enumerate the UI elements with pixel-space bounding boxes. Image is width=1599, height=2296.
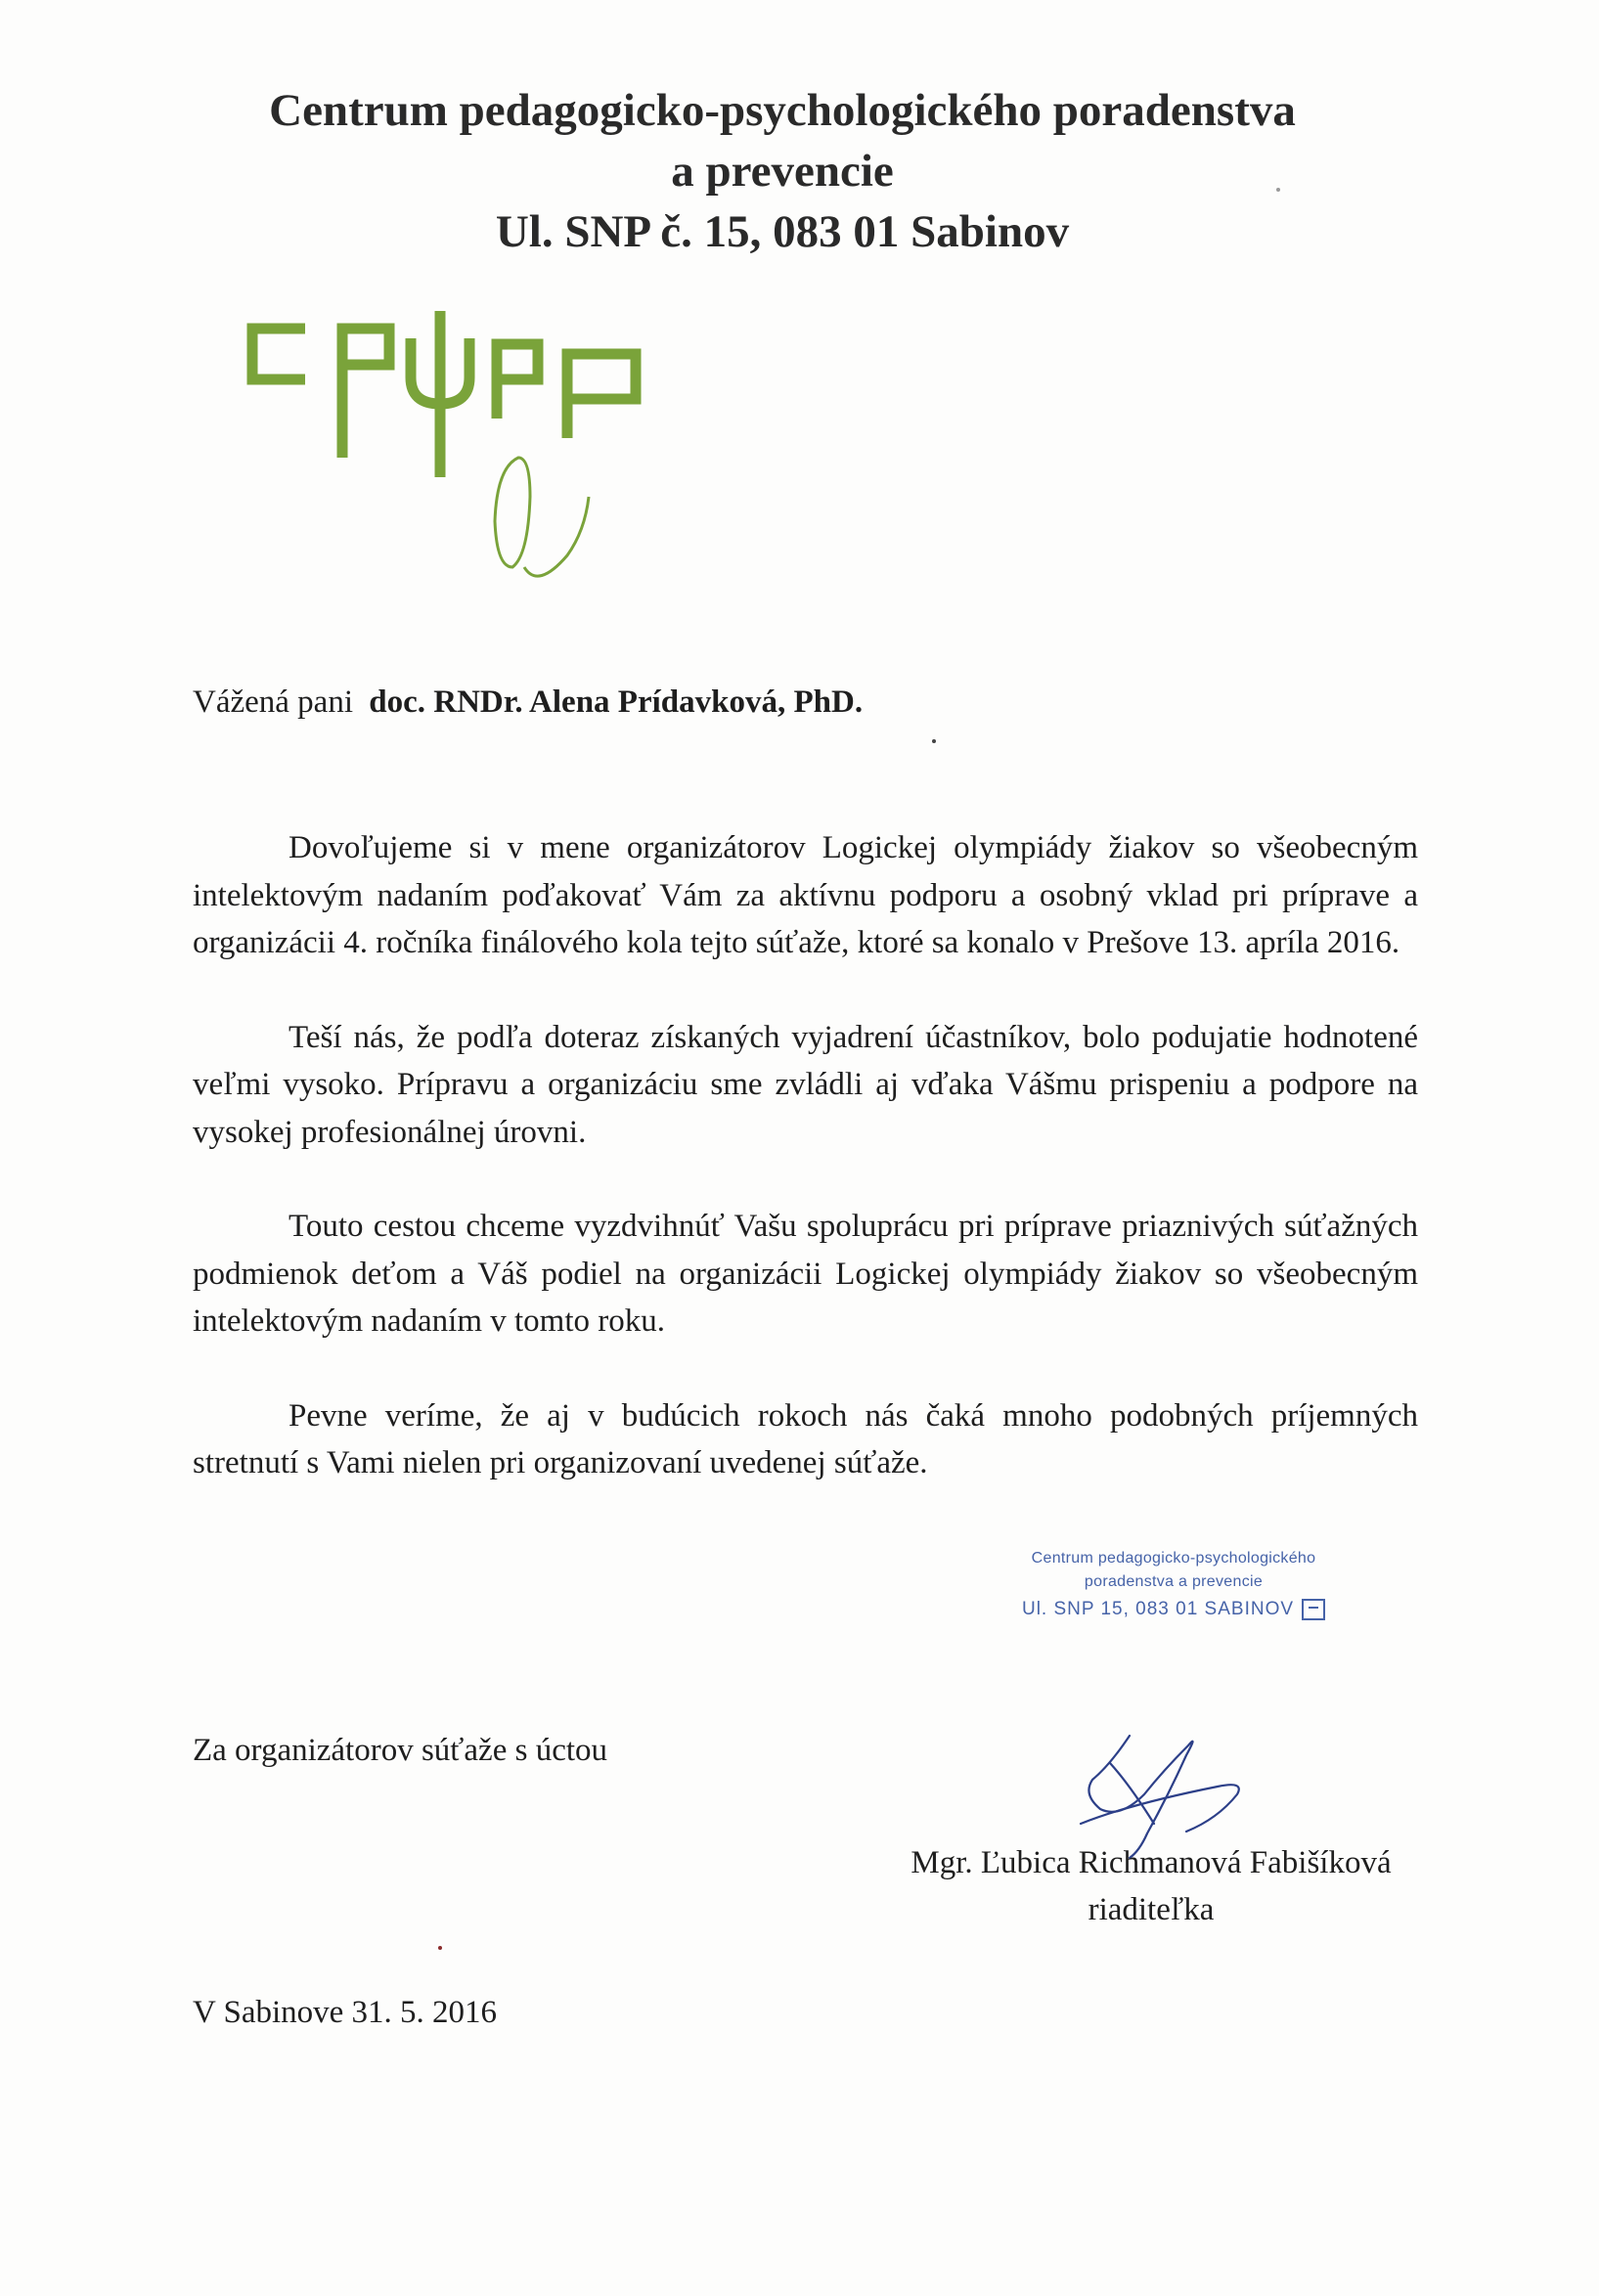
- stamp-line-3: [1017, 1598, 1330, 1621]
- salutation-greeting: Vážená pani: [193, 684, 353, 720]
- paragraph-1: Dovoľujeme si v mene organizátorov Logickej olympiády žiakov so všeobecným intelektovým nadaním poďakovať Vám za aktívnu podporu a osobný vklad pri príprave a organizácii 4. ročníka finálového kola tejto súťaže, ktoré sa konalo v Prešove 13. apríla 2016.: [193, 830, 1418, 960]
- speck: [1276, 188, 1280, 192]
- closing-phrase: Za organizátorov súťaže s úctou: [193, 1733, 608, 1768]
- salutation: [193, 684, 863, 721]
- signer-name: Mgr. Ľubica Richmanová Fabišíková: [911, 1845, 1392, 1880]
- letterhead-line-2: a prevencie: [671, 146, 894, 197]
- letterhead-line-3: Ul. SNP č. 15, 083 01 Sabinov: [495, 206, 1070, 257]
- letter-body: [193, 824, 1418, 1534]
- paragraph-3: Touto cestou chceme vyzdvihnúť Vašu spoluprácu pri príprave priaznivých súťažných podmienok deťom a Váš podiel na organizácii Logickej olympiády žiakov so všeobecným intelektovým nadaním v tomto roku.: [193, 1209, 1418, 1339]
- speck: [932, 739, 936, 743]
- letterhead: [176, 80, 1389, 262]
- speck: [438, 1946, 442, 1950]
- stamp-address: Ul. SNP 15, 083 01 SABINOV: [1021, 1599, 1295, 1619]
- stamp-line-1: Centrum pedagogicko-psychologického: [1031, 1550, 1316, 1567]
- place-and-date: V Sabinove 31. 5. 2016: [193, 1995, 498, 2030]
- signer-title: riaditeľka: [1088, 1892, 1215, 1927]
- stamp-line-2: poradenstva a prevencie: [1084, 1573, 1264, 1590]
- cppp-logo-icon: [244, 311, 655, 585]
- organization-stamp: [1017, 1547, 1330, 1621]
- stamp-box-icon: [1302, 1599, 1325, 1620]
- paragraph-2: Teší nás, že podľa doteraz získaných vyjadrení účastníkov, bolo podujatie hodnotené veľmi vysoko. Prípravu a organizáciu sme zvládli aj vďaka Vášmu prispeniu a podpore na vysokej profesionálnej úrovni.: [193, 1019, 1418, 1150]
- signer-block: [897, 1839, 1405, 1933]
- recipient-name: doc. RNDr. Alena Prídavková, PhD.: [369, 684, 864, 720]
- letterhead-line-1: Centrum pedagogicko-psychologického poradenstva: [269, 85, 1296, 136]
- paragraph-4: Pevne veríme, že aj v budúcich rokoch nás čaká mnoho podobných príjemných stretnutí s Vami nielen pri organizovaní uvedenej súťaže.: [193, 1397, 1418, 1480]
